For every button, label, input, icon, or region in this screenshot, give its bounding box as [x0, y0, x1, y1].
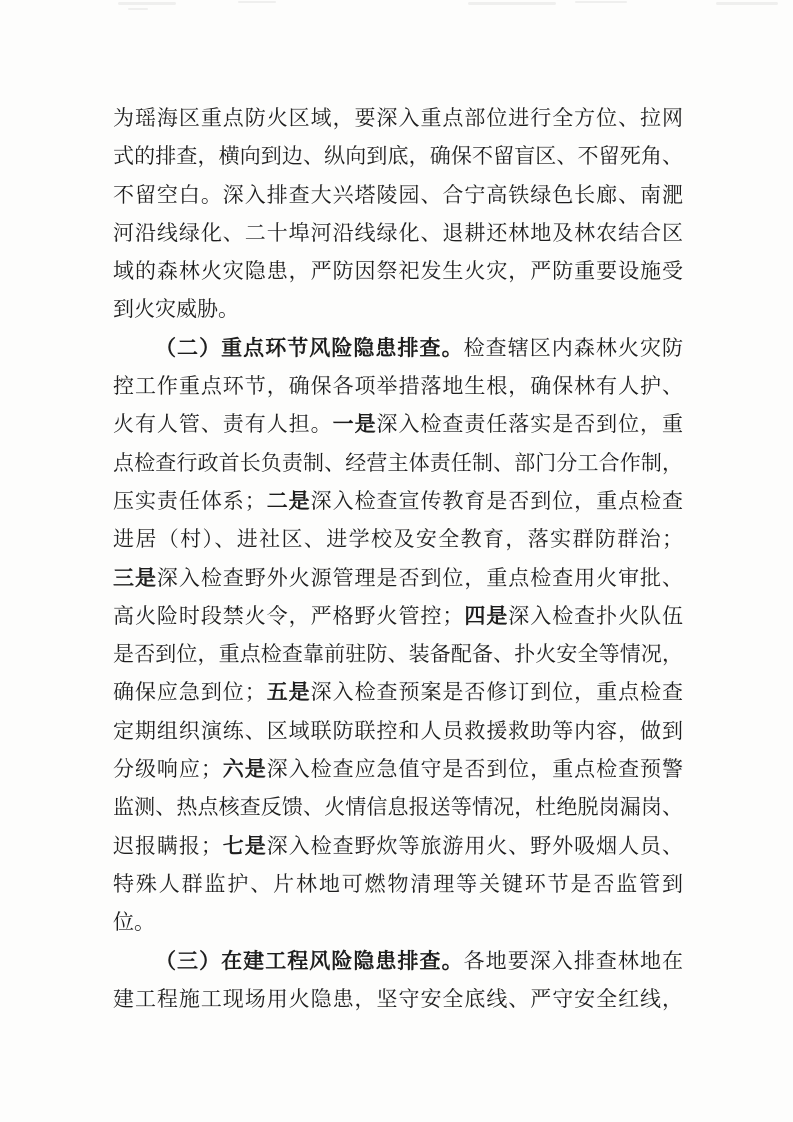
- text-column: [113, 99, 683, 1018]
- body-text: 控工作重点环节，确保各项举措落地生根，确保林有人护、: [113, 374, 683, 399]
- body-text: 分级响应；: [113, 757, 222, 782]
- body-text: 不留空白。深入排查大兴塔陵园、合宁高铁绿色长廊、南淝: [113, 182, 683, 207]
- scan-smudge: [238, 1, 276, 3]
- text-line: [113, 482, 683, 520]
- text-line: [113, 137, 683, 175]
- body-text: 深入检查责任落实是否到位，重: [376, 412, 684, 437]
- body-text: 深入检查野炊等旅游用火、野外吸烟人员、: [266, 833, 684, 858]
- body-text: 深入检查预案是否修订到位，重点检查: [310, 680, 684, 705]
- text-line: [113, 405, 683, 443]
- body-text: 河沿线绿化、二十埠河沿线绿化、退耕还林地及林农结合区: [113, 220, 683, 245]
- body-text: 深入检查应急值守是否到位，重点检查预警: [266, 757, 684, 782]
- text-line: [113, 903, 683, 941]
- scan-smudge: [468, 2, 556, 5]
- emphasis-text: 三是: [113, 565, 157, 590]
- body-text: 到火灾威胁。: [113, 297, 239, 322]
- body-text: 检查辖区内森林火灾防: [463, 335, 683, 360]
- text-line: [113, 635, 683, 673]
- text-line: [113, 176, 683, 214]
- text-line: [113, 367, 683, 405]
- body-text: 定期组织演练、区域联防联控和人员救援救助等内容，做到: [113, 718, 683, 743]
- text-line: [113, 712, 683, 750]
- emphasis-text: 五是: [265, 680, 311, 705]
- body-text: 迟报瞒报；: [113, 833, 222, 858]
- text-line: [113, 252, 683, 290]
- scan-smudge: [575, 1, 627, 3]
- body-text: 确保应急到位；: [113, 680, 266, 705]
- emphasis-text: 七是: [221, 833, 267, 858]
- body-text: 是否到位，重点检查靠前驻防、装备配备、扑火安全等情况，: [113, 642, 683, 667]
- body-text: 位。: [113, 910, 155, 935]
- text-line: [113, 788, 683, 826]
- text-line: [113, 520, 683, 558]
- text-line: [113, 673, 683, 711]
- scan-smudge: [128, 8, 148, 10]
- body-text: 域的森林火灾隐患，严防因祭祀发生火灾，严防重要设施受: [113, 259, 683, 284]
- scan-smudge: [716, 2, 778, 5]
- body-text: 特殊人群监护、片林地可燃物清理等关键环节是否监管到: [113, 871, 683, 896]
- text-line: [113, 559, 683, 597]
- body-text: 高火险时段禁火令，严格野火管控；: [113, 603, 464, 628]
- text-line: [113, 942, 683, 980]
- text-line: [113, 444, 683, 482]
- body-text: 为瑶海区重点防火区域，要深入重点部位进行全方位、拉网: [113, 106, 683, 130]
- text-line: [113, 865, 683, 903]
- text-line: [113, 980, 683, 1018]
- text-line: [113, 750, 683, 788]
- body-text: 点检查行政首长负责制、经营主体责任制、部门分工合作制，: [113, 450, 683, 475]
- body-text: 建工程施工现场用火隐患，坚守安全底线、严守安全红线，: [113, 986, 683, 1011]
- body-text: 监测、热点核查反馈、火情信息报送等情况，杜绝脱岗漏岗、: [113, 795, 683, 820]
- body-text: 深入检查扑火队伍: [508, 603, 684, 628]
- body-text: 深入检查野外火源管理是否到位，重点检查用火审批、: [156, 565, 683, 590]
- emphasis-text: 四是: [463, 603, 509, 628]
- body-text: 进居（村）、进社区、进学校及安全教育，落实群防群治；: [113, 527, 683, 552]
- body-text: 火有人管、责有人担。: [113, 412, 333, 437]
- emphasis-text: 二是: [265, 488, 311, 513]
- emphasis-text: 一是: [332, 412, 377, 437]
- body-text: 式的排查，横向到边、纵向到底，确保不留盲区、不留死角、: [113, 144, 683, 169]
- text-line: [113, 597, 683, 635]
- body-text: 各地要深入排查林地在: [463, 948, 683, 973]
- emphasis-text: （二）重点环节风险隐患排查。: [155, 335, 464, 360]
- text-line: [113, 99, 683, 137]
- emphasis-text: 六是: [221, 757, 267, 782]
- body-text: 压实责任体系；: [113, 488, 266, 513]
- body-text: 深入检查宣传教育是否到位，重点检查: [310, 488, 684, 513]
- text-line: [113, 827, 683, 865]
- emphasis-text: （三）在建工程风险隐患排查。: [155, 948, 464, 973]
- text-line: [113, 214, 683, 252]
- text-line: [113, 290, 683, 328]
- scan-smudge: [118, 2, 176, 5]
- text-line: [113, 329, 683, 367]
